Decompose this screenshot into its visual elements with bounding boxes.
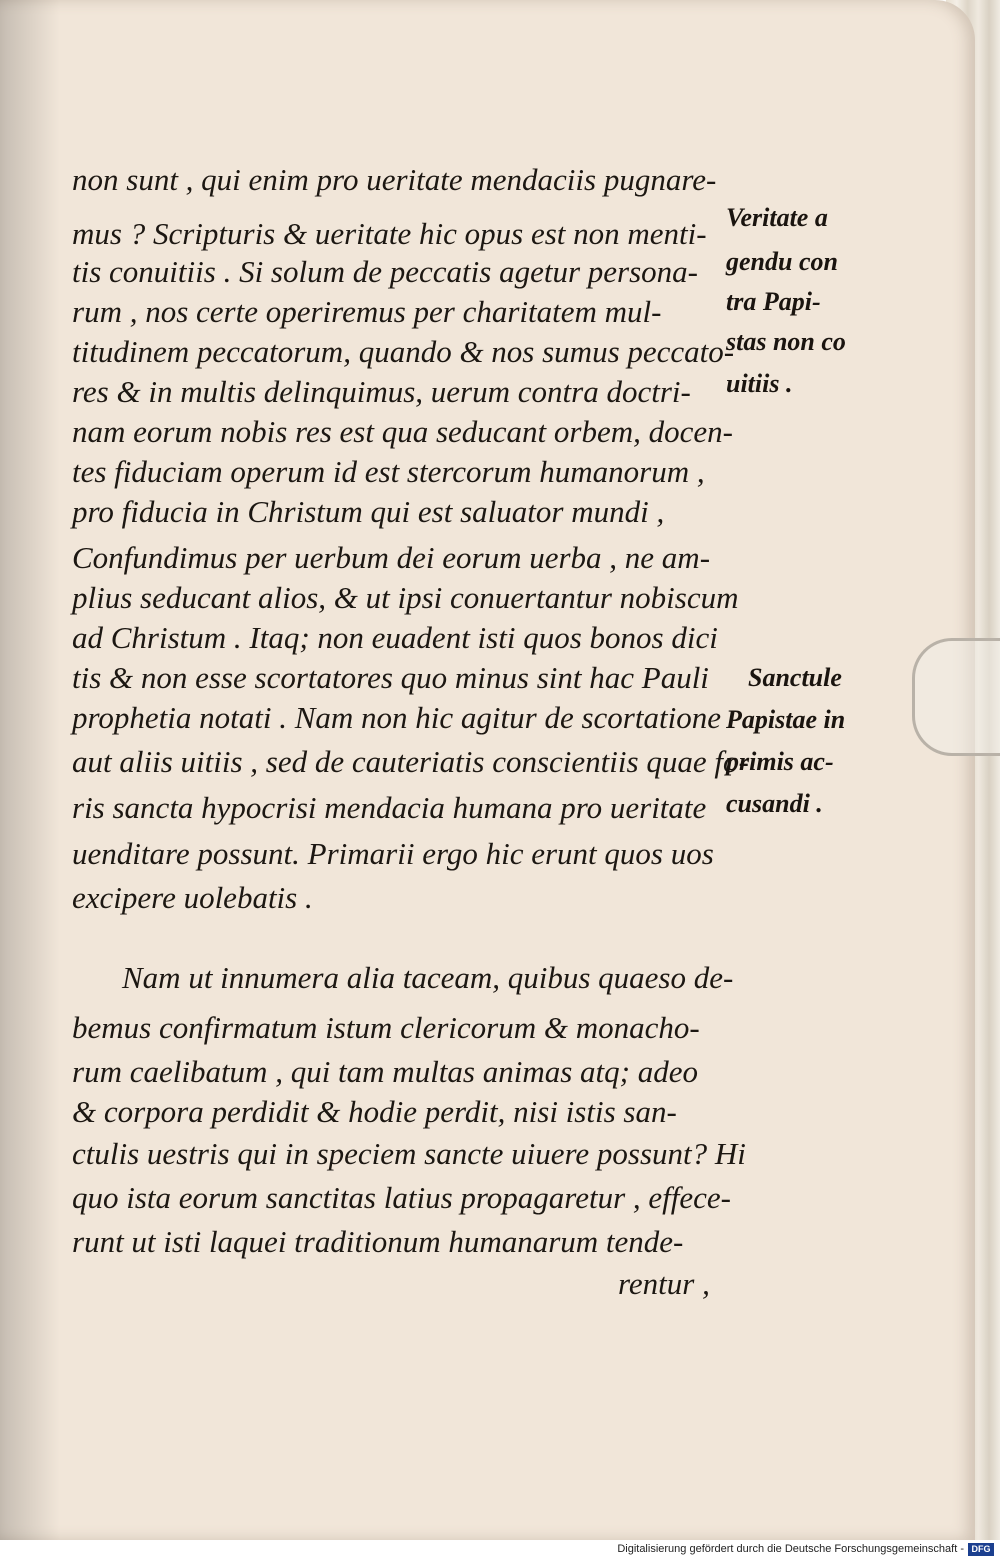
margin-note: Papistae in [726, 705, 846, 734]
text-line: mus ? Scripturis & ueritate hic opus est non menti- [72, 216, 707, 251]
text-line: Confundimus per uerbum dei eorum uerba , ne am- [72, 540, 711, 575]
text-line: ris sancta hypocrisi mendacia humana pro ueritate [72, 790, 707, 825]
text-line: aut aliis uitiis , sed de cauteriatis conscientiis quae fo- [72, 744, 749, 779]
margin-note: Sanctule [748, 663, 842, 692]
text-line: ad Christum . Itaq; non euadent isti quos bonos dici [72, 620, 718, 655]
text-line: rum , nos certe operiremus per charitatem mul- [72, 294, 662, 329]
text-line: runt ut isti laquei traditionum humanarum tende- [72, 1224, 684, 1259]
text-line: titudinem peccatorum, quando & nos sumus peccato- [72, 334, 735, 369]
text-line: non sunt , qui enim pro ueritate mendaciis pugnare- [72, 162, 717, 197]
text-line: excipere uolebatis . [72, 880, 313, 915]
text-line: plius seducant alios, & ut ipsi conuertantur nobiscum [72, 580, 739, 615]
text-line: quo ista eorum sanctitas latius propagaretur , effece- [72, 1180, 731, 1215]
footer-bar [0, 1540, 1000, 1560]
text-line: ctulis uestris qui in speciem sancte uiuere possunt? Hi [72, 1136, 746, 1171]
text-line: & corpora perdidit & hodie perdit, nisi istis san- [72, 1094, 677, 1129]
margin-note: cusandi . [726, 789, 823, 818]
dfg-logo: DFG [968, 1543, 994, 1556]
margin-note: stas non co [726, 327, 846, 356]
text-line: nam eorum nobis res est qua seducant orbem, docen- [72, 414, 733, 449]
text-line: res & in multis delinquimus, uerum contra doctri- [72, 374, 691, 409]
margin-note: primis ac- [726, 747, 834, 776]
text-line: rum caelibatum , qui tam multas animas atq; adeo [72, 1054, 698, 1089]
margin-note: gendu con [726, 247, 838, 276]
text-line: tes fiduciam operum id est stercorum humanorum , [72, 454, 705, 489]
margin-note: Veritate a [726, 203, 828, 232]
text-line: Nam ut innumera alia taceam, quibus quaeso de- [122, 960, 734, 995]
text-line: uenditare possunt. Primarii ergo hic erunt quos uos [72, 836, 714, 871]
catchword: rentur , [618, 1266, 710, 1301]
text-line: tis conuitiis . Si solum de peccatis agetur persona- [72, 254, 698, 289]
margin-note: tra Papi- [726, 287, 821, 316]
text-line: prophetia notati . Nam non hic agitur de scortatione [72, 700, 721, 735]
text-line: pro fiducia in Christum qui est saluator mundi , [72, 494, 665, 529]
footer-credit: Digitalisierung gefördert durch die Deutsche Forschungsgemeinschaft - [617, 1543, 964, 1555]
text-line: tis & non esse scortatores quo minus sint hac Pauli [72, 660, 709, 695]
text-line: bemus confirmatum istum clericorum & monacho- [72, 1010, 700, 1045]
margin-note: uitiis . [726, 369, 793, 398]
